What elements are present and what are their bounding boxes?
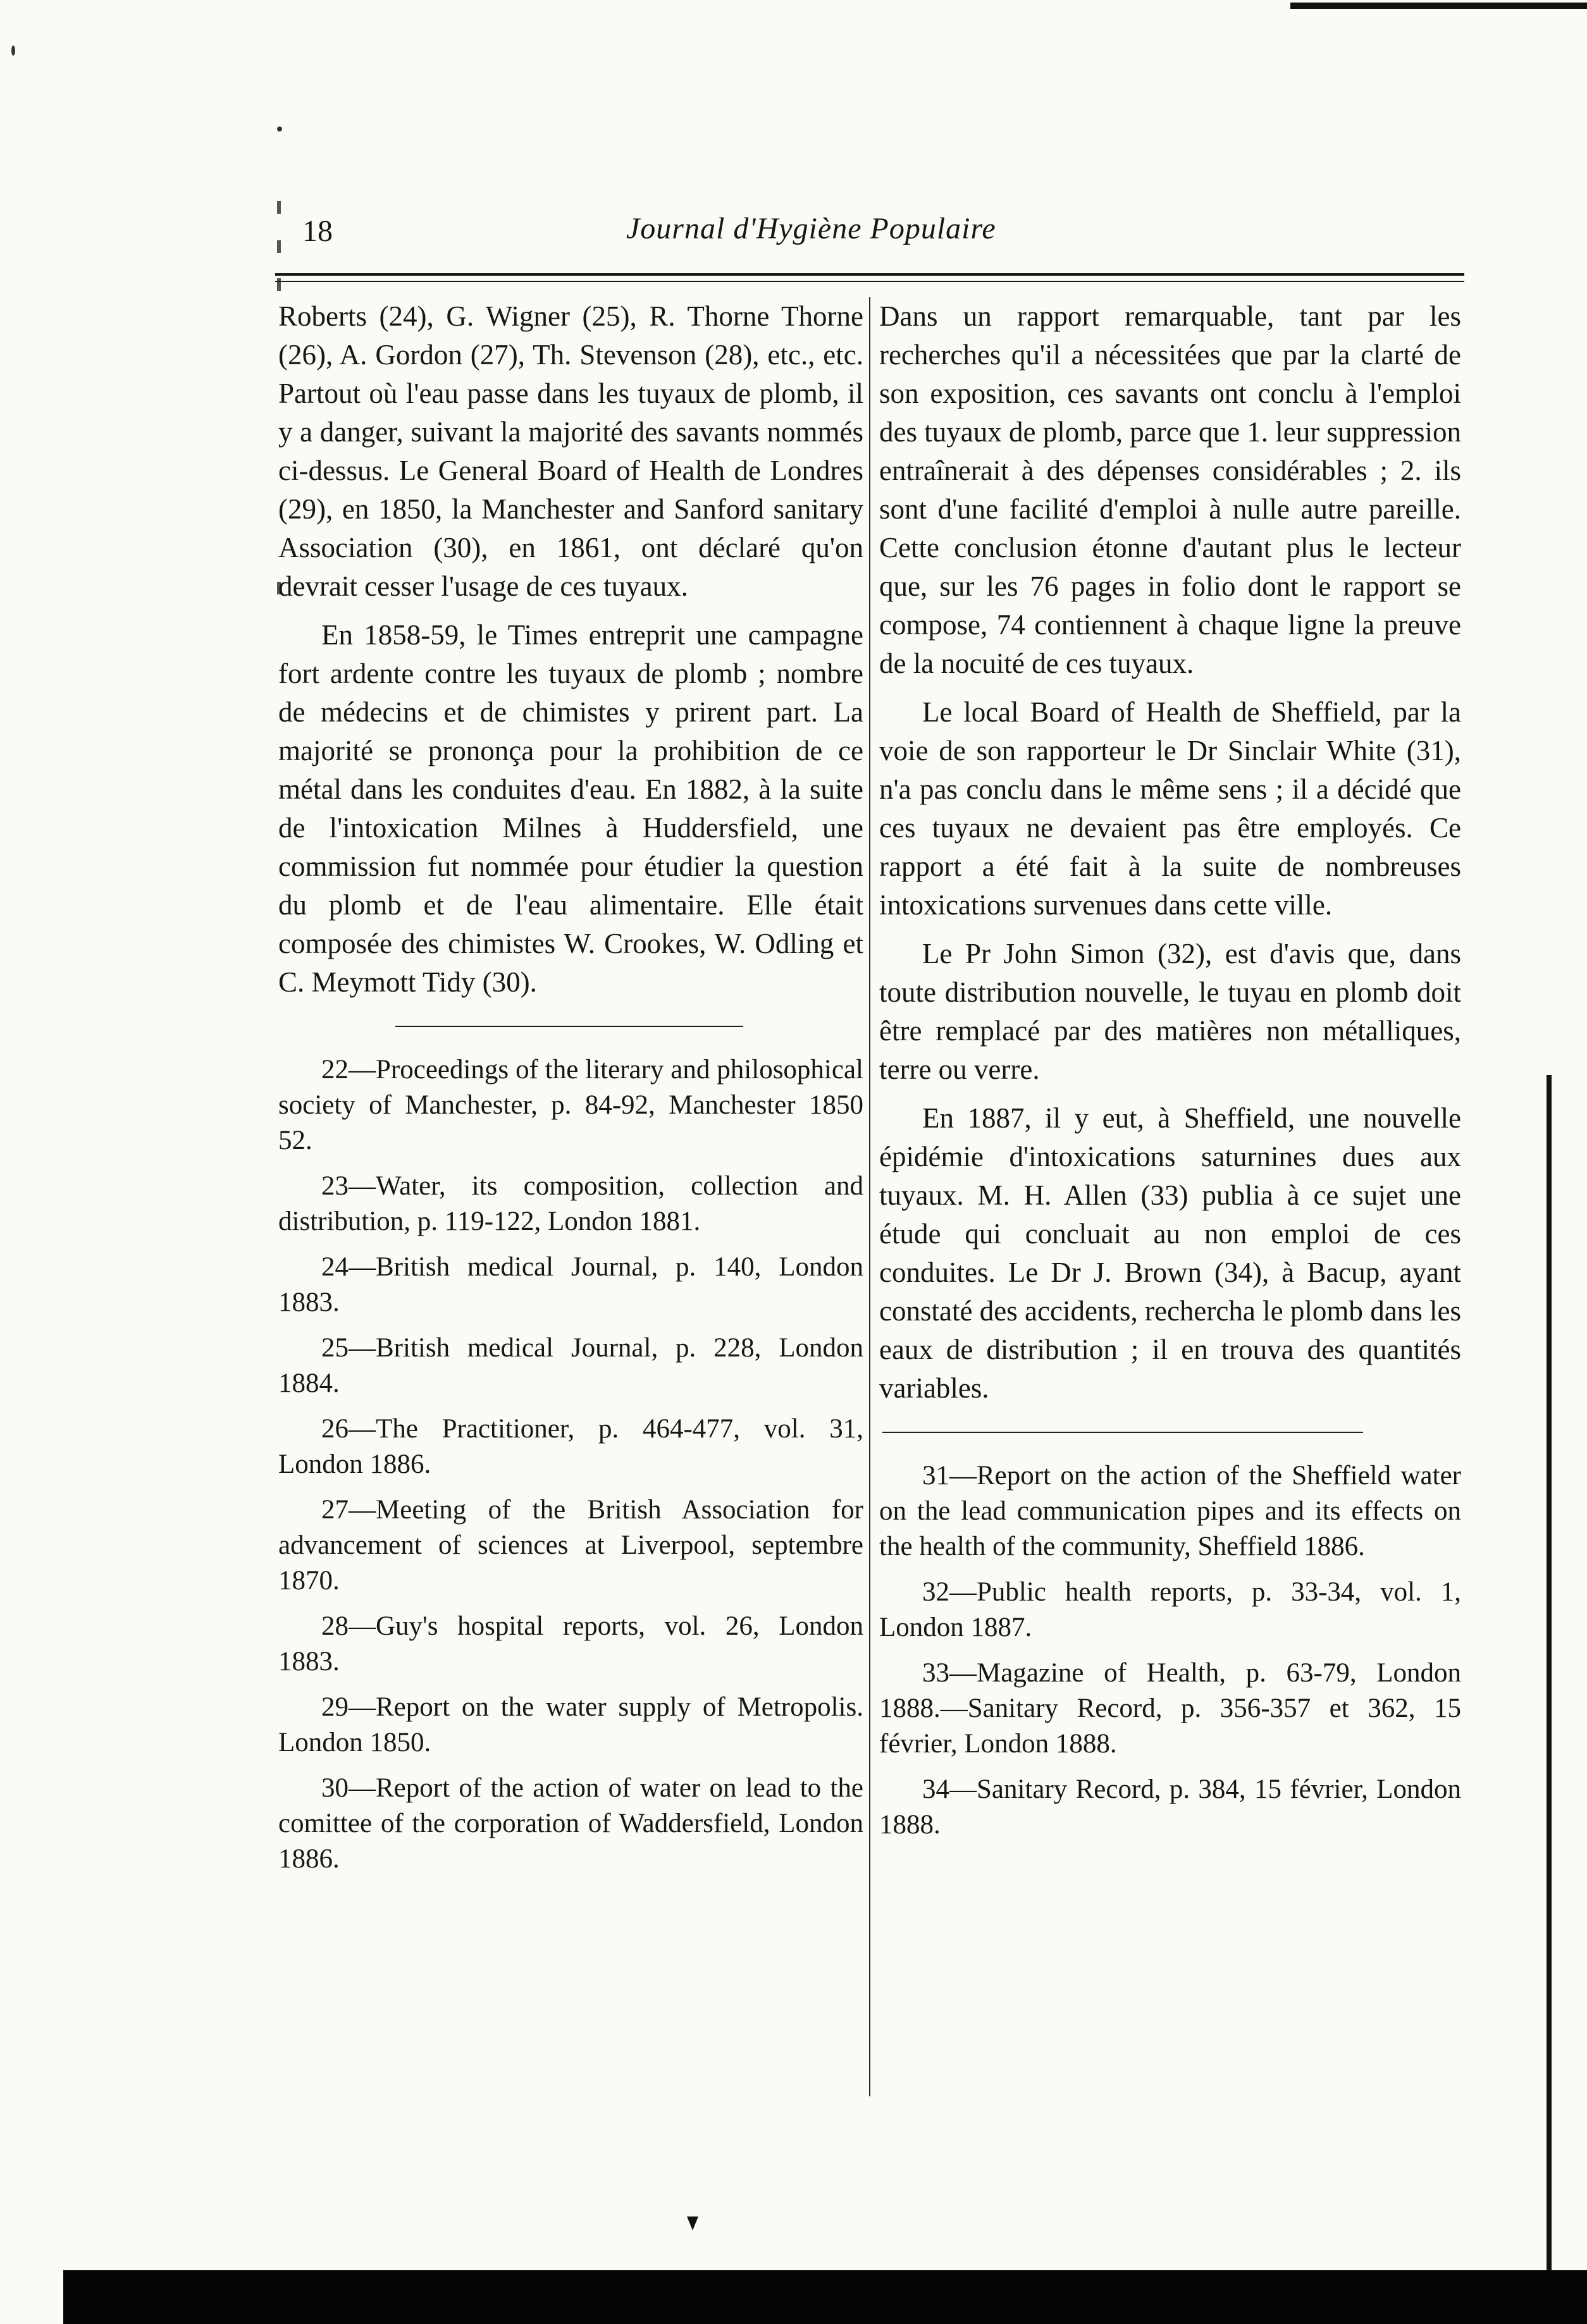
scan-edge-top — [1290, 3, 1587, 9]
footnote: 28—Guy's hospital reports, vol. 26, London 1883. — [278, 1611, 863, 1676]
column-divider — [869, 297, 870, 2096]
footnote: 29—Report on the water supply of Metropolis. London 1850. — [278, 1692, 863, 1757]
body-paragraph: Le Pr John Simon (32), est d'avis que, dans toute distribution nouvelle, le tuyau en plomb doit être remplacé par des matières non métalliques, terre ou verre. — [879, 938, 1461, 1085]
footnote: 33—Magazine of Health, p. 63-79, London 1888.—Sanitary Record, p. 356-357 et 362, 15 février, London 1888. — [879, 1658, 1461, 1759]
left-column — [278, 297, 863, 1887]
footnote: 26—The Practitioner, p. 464-477, vol. 31, London 1886. — [278, 1414, 863, 1479]
right-column — [879, 297, 1461, 1853]
body-paragraph: En 1887, il y eut, à Sheffield, une nouvelle épidémie d'intoxications saturnines dues aux tuyaux. M. H. Allen (33) publia à ce sujet une étude qui concluait au non emploi de ces conduites. Le Dr J. Brown (34), à Bacup, ayant constaté des accidents, rechercha le plomb dans les eaux de distribution ; il en trouva des quantités variables. — [879, 1102, 1461, 1404]
body-paragraph: Le local Board of Health de Sheffield, par la voie de son rapporteur le Dr Sinclair White (31), n'a pas conclu dans le même sens ; il a décidé que ces tuyaux ne devaient pas être employés. Ce rapport a été fait à la suite de nombreuses intoxications survenues dans cette ville. — [879, 696, 1461, 921]
footnote: 34—Sanitary Record, p. 384, 15 février, London 1888. — [879, 1774, 1461, 1840]
scan-speck — [277, 201, 281, 214]
scan-edge-right — [1547, 1075, 1552, 2270]
footnote: 23—Water, its composition, collection and distribution, p. 119-122, London 1881. — [278, 1171, 863, 1236]
scan-speck — [277, 278, 281, 291]
body-paragraph: Dans un rapport remarquable, tant par les recherches qu'il a nécessitées que par la clarté de son exposition, ces savants ont conclu à l'emploi des tuyaux de plomb, parce que 1. leur suppression entraînerait à des dépenses considérables ; 2. ils sont d'une facilité d'emploi à nulle autre pareille. Cette conclusion étonne d'autant plus le lecteur que, sur les 76 pages in folio dont le rapport se compose, 74 contiennent à chaque ligne la preuve de la nocuité de ces tuyaux. — [879, 300, 1461, 679]
journal-title: Journal d'Hygiène Populaire — [626, 212, 996, 245]
scan-speck — [277, 126, 282, 132]
scan-edge-bottom — [63, 2270, 1587, 2324]
footnote: 25—British medical Journal, p. 228, London 1884. — [278, 1333, 863, 1398]
scan-speck — [277, 240, 281, 253]
footnotes-rule — [395, 1026, 743, 1027]
footnote: 30—Report of the action of water on lead to the comittee of the corporation of Waddersfield, London 1886. — [278, 1773, 863, 1874]
header-rule-thin — [275, 281, 1464, 282]
footnote: 22—Proceedings of the literary and philosophical society of Manchester, p. 84-92, Manchester 1850 52. — [278, 1055, 863, 1155]
body-paragraph: En 1858-59, le Times entreprit une campagne fort ardente contre les tuyaux de plomb ; nombre de médecins et de chimistes y prirent part. La majorité se prononça pour la prohibition de ce métal dans les conduites d'eau. En 1882, à la suite de l'intoxication Milnes à Huddersfield, une commission fut nommée pour étudier la question du plomb et de l'eau alimentaire. Elle était composée des chimistes W. Crookes, W. Odling et C. Meymott Tidy (30). — [278, 619, 863, 998]
scan-speck — [11, 46, 15, 56]
bottom-mark-icon — [687, 2216, 698, 2230]
page-number: 18 — [302, 214, 333, 248]
footnote: 32—Public health reports, p. 33-34, vol. 1, London 1887. — [879, 1577, 1461, 1642]
body-paragraph: Roberts (24), G. Wigner (25), R. Thorne Thorne (26), A. Gordon (27), Th. Stevenson (28), etc., etc. Partout où l'eau passe dans les tuyaux de plomb, il y a danger, suivant la majorité des savants nommés ci-dessus. Le General Board of Health de Londres (29), en 1850, la Manchester and Sanford sanitary Association (30), en 1861, ont déclaré qu'on devrait cesser l'usage de ces tuyaux. — [278, 300, 863, 602]
header-rule — [275, 273, 1464, 276]
footnotes-rule — [882, 1432, 1363, 1433]
footnote: 27—Meeting of the British Association for advancement of sciences at Liverpool, septembre 1870. — [278, 1495, 863, 1595]
footnote: 31—Report on the action of the Sheffield water on the lead communication pipes and its effects on the health of the community, Sheffield 1886. — [879, 1461, 1461, 1561]
footnote: 24—British medical Journal, p. 140, London 1883. — [278, 1252, 863, 1317]
